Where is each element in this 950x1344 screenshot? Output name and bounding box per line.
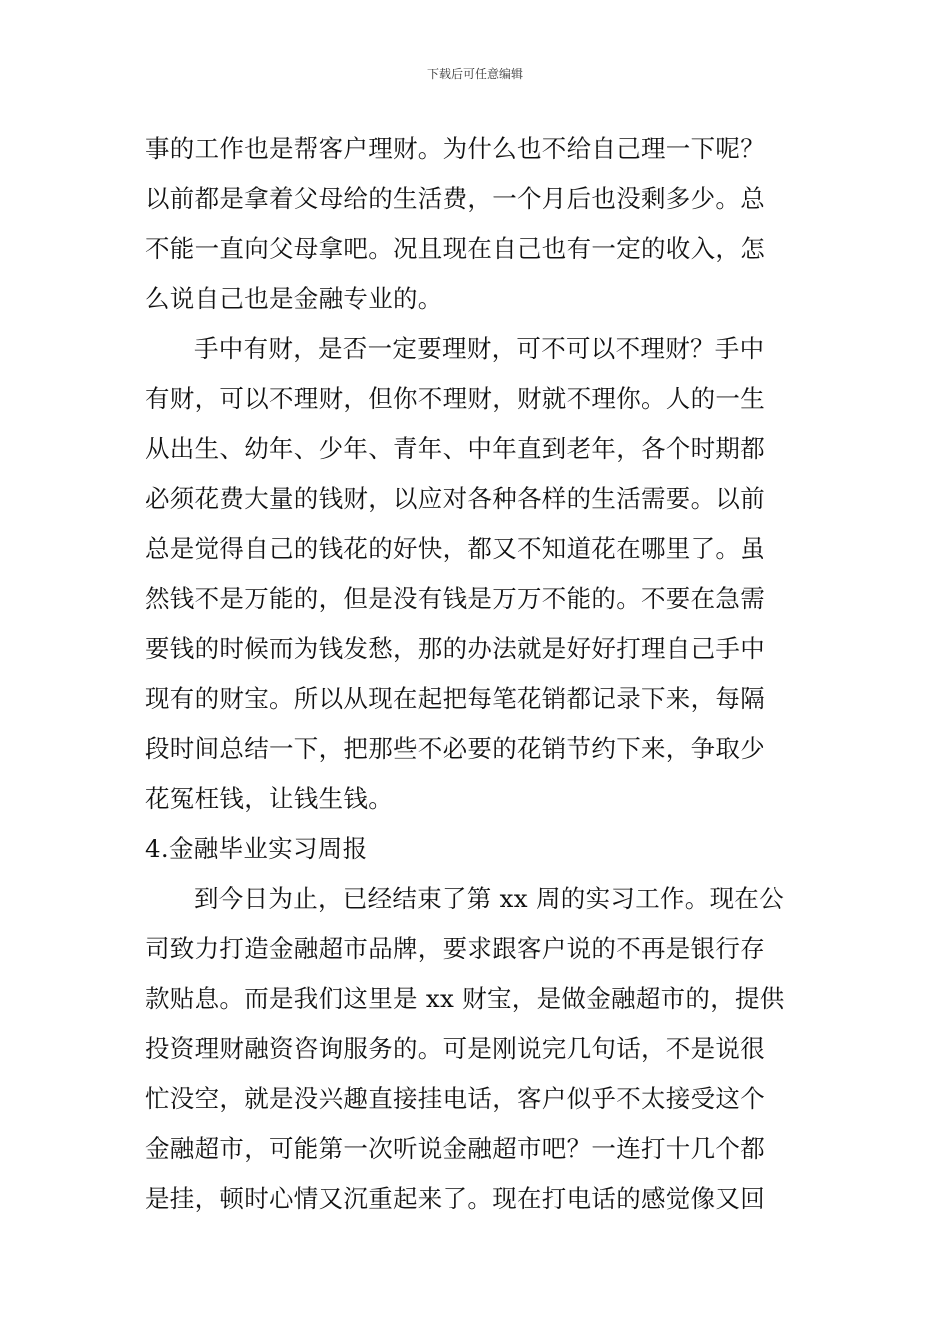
text-line: 手中有财，是否一定要理财，可不可以不理财？手中: [194, 334, 765, 363]
text-line: 么说自己也是金融专业的。: [145, 284, 443, 313]
text-line: 金融超市，可能第一次听说金融超市吧？一连打十几个都: [145, 1134, 765, 1163]
text-line: 花冤枉钱，让钱生钱。: [145, 784, 393, 813]
text-line: 不能一直向父母拿吧。况且现在自己也有一定的收入，怎: [145, 234, 765, 263]
text-line: 款贴息。而是我们这里是 xx 财宝，是做金融超市的，提供: [145, 984, 785, 1013]
text-line: 忙没空，就是没兴趣直接挂电话，客户似乎不太接受这个: [145, 1084, 765, 1113]
text-line: 从出生、幼年、少年、青年、中年直到老年，各个时期都: [145, 434, 765, 463]
text-line: 现有的财宝。所以从现在起把每笔花销都记录下来，每隔: [145, 684, 765, 713]
text-line: 必须花费大量的钱财，以应对各种各样的生活需要。以前: [145, 484, 765, 513]
text-line: 司致力打造金融超市品牌，要求跟客户说的不再是银行存: [145, 934, 765, 963]
text-line: 到今日为止，已经结束了第 xx 周的实习工作。现在公: [194, 884, 785, 913]
text-line: 要钱的时候而为钱发愁，那的办法就是好好打理自己手中: [145, 634, 765, 663]
text-line: 投资理财融资咨询服务的。可是刚说完几句话，不是说很: [145, 1034, 765, 1063]
text-line: 以前都是拿着父母给的生活费，一个月后也没剩多少。总: [145, 184, 765, 213]
text-line: 有财，可以不理财，但你不理财，财就不理你。人的一生: [145, 384, 765, 413]
text-line: 事的工作也是帮客户理财。为什么也不给自己理一下呢？: [145, 134, 765, 163]
text-line: 段时间总结一下，把那些不必要的花销节约下来，争取少: [145, 734, 765, 763]
page-header: 下载后可任意编辑: [426, 67, 523, 81]
text-line: 是挂，顿时心情又沉重起来了。现在打电话的感觉像又回: [145, 1184, 765, 1213]
section-heading: 4.金融毕业实习周报: [145, 834, 368, 863]
text-line: 然钱不是万能的，但是没有钱是万万不能的。不要在急需: [145, 584, 765, 613]
text-line: 总是觉得自己的钱花的好快，都又不知道花在哪里了。虽: [145, 534, 765, 563]
